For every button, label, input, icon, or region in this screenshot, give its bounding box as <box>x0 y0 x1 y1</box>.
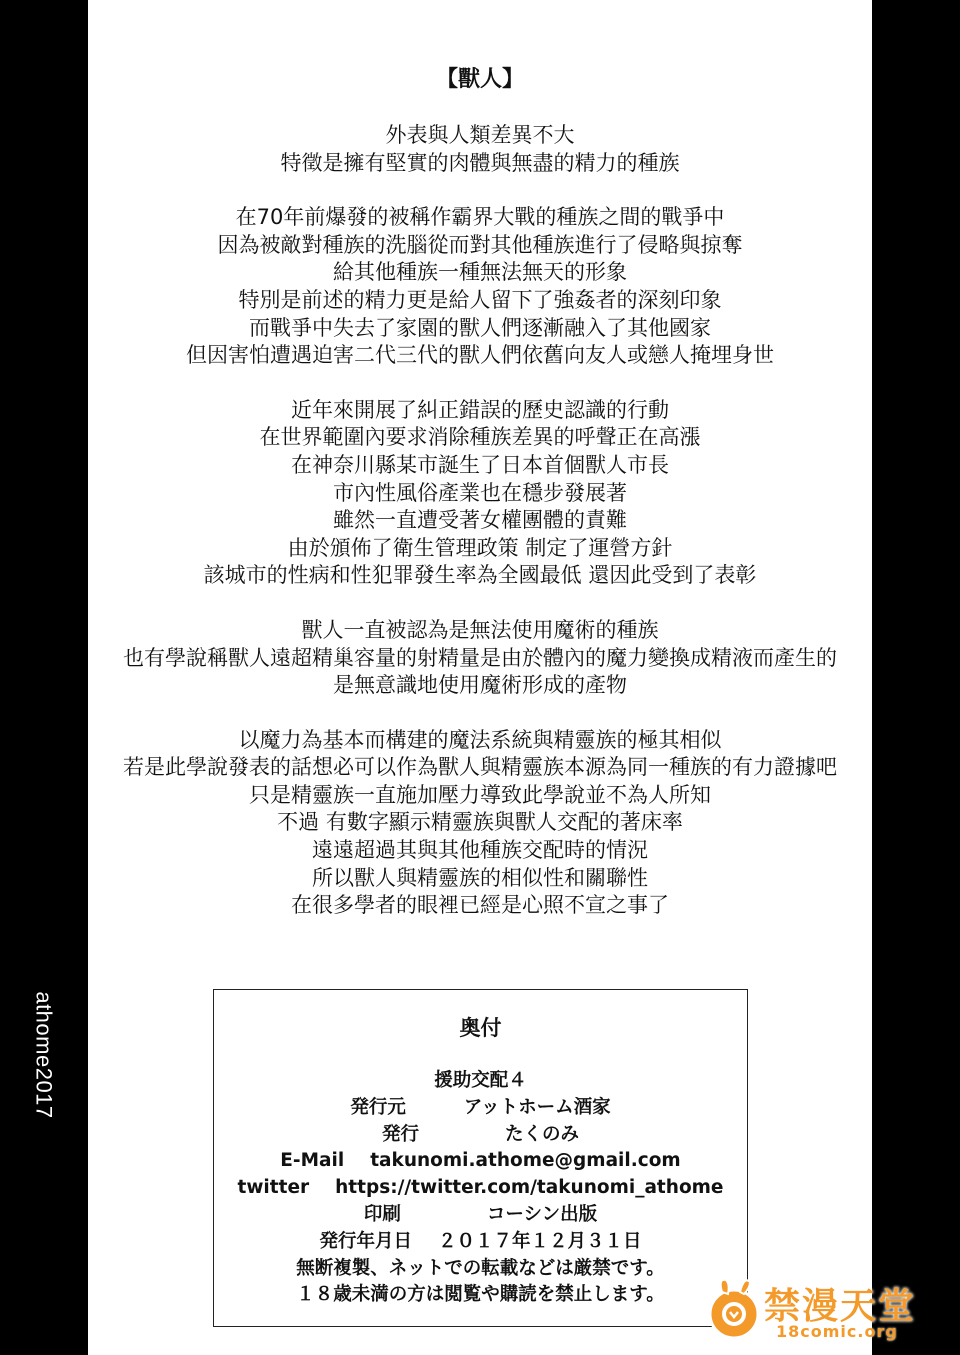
date-label: 発行年月日 <box>319 1230 412 1252</box>
paragraph <box>88 727 872 920</box>
publisher-row <box>214 1095 747 1122</box>
publisher-value: アットホーム酒家 <box>463 1096 611 1118</box>
text-line: 但因害怕遭遇迫害二代三代的獸人們依舊向友人或戀人掩埋身世 <box>186 343 774 368</box>
print-label: 印刷 <box>363 1203 401 1225</box>
page-content <box>88 0 872 1355</box>
site-watermark <box>700 1270 940 1350</box>
text-line: 外表與人類差異不大 <box>385 123 575 147</box>
paragraph <box>88 204 872 370</box>
text-line: 特徵是擁有堅實的肉體與無盡的精力的種族 <box>280 150 680 175</box>
text-line: 若是此學說發表的話想必可以作為獸人與精靈族本源為同一種族的有力證據吧 <box>123 755 837 780</box>
email-value[interactable]: takunomi.athome@gmail.com <box>370 1150 681 1172</box>
paragraph <box>88 617 872 700</box>
text-line: 近年來開展了糾正錯誤的歷史認識的行動 <box>291 397 669 422</box>
text-line: 只是精靈族一直施加壓力導致此學說並不為人所知 <box>249 782 711 807</box>
text-line: 因為被敵對種族的洗腦從而對其他種族進行了侵略與掠奪 <box>217 232 743 257</box>
book-title: 援助交配４ <box>434 1070 527 1091</box>
print-row <box>214 1202 747 1229</box>
notice-copy: 無断複製、ネットでの転載などは厳禁です。 <box>296 1257 665 1279</box>
right-black-bar <box>872 0 960 1355</box>
text-line: 在世界範圍內要求消除種族差異的呼聲正在高漲 <box>259 425 701 450</box>
date-row <box>214 1229 747 1256</box>
text-line: 給其他種族一種無法無天的形象 <box>333 260 627 285</box>
text-line: 市內性風俗產業也在穩步發展著 <box>333 480 627 505</box>
email-label: E-Mail <box>280 1150 345 1172</box>
text-line: 以魔力為基本而構建的魔法系統與精靈族的極其相似 <box>238 727 722 752</box>
colophon-box <box>213 989 748 1327</box>
paragraph <box>88 397 872 590</box>
text-line: 在70年前爆發的被稱作霸界大戰的種族之間的戰爭中 <box>235 205 725 230</box>
text-line: 是無意識地使用魔術形成的產物 <box>333 673 627 698</box>
watermark-brand: 禁漫天堂 <box>764 1286 917 1327</box>
text-line: 也有學說稱獸人遠超精巢容量的射精量是由於體內的魔力變換成精液而產生的 <box>123 645 837 670</box>
date-value: ２０１７年１２月３１日 <box>438 1230 642 1252</box>
colophon-details <box>214 1068 747 1309</box>
twitter-label: twitter <box>237 1177 310 1199</box>
publisher-label: 発行元 <box>350 1096 406 1118</box>
text-line: 在很多學者的眼裡已經是心照不宣之事了 <box>291 893 669 918</box>
mascot-logo-icon <box>700 1270 770 1350</box>
text-line: 而戰爭中失去了家園的獸人們逐漸融入了其他國家 <box>249 315 711 340</box>
text-line: 所以獸人與精靈族的相似性和關聯性 <box>312 865 648 890</box>
issuer-value: たくのみ <box>505 1123 580 1145</box>
text-line: 該城市的性病和性犯罪發生率為全國最低 還因此受到了表彰 <box>203 563 757 588</box>
text-line: 遠遠超過其與其他種族交配時的情況 <box>312 838 648 863</box>
text-line: 由於頒佈了衛生管理政策 制定了運營方針 <box>287 535 673 560</box>
text-line: 獸人一直被認為是無法使用魔術的種族 <box>301 617 659 642</box>
notice-age: １８歳未満の方は閲覧や購読を禁止します。 <box>296 1284 665 1306</box>
twitter-link[interactable]: https://twitter.com/takunomi_athome <box>335 1177 724 1199</box>
issuer-row <box>214 1122 747 1149</box>
text-line: 雖然一直遭受著女權團體的責難 <box>333 508 627 533</box>
print-value: コーシン出版 <box>486 1203 598 1225</box>
left-black-bar <box>0 0 88 1355</box>
sidebar-credit-text: athome2017 <box>32 991 58 1119</box>
issuer-label: 発行 <box>381 1123 419 1145</box>
sidebar-credit <box>14 990 74 1120</box>
text-line: 在神奈川縣某市誕生了日本首個獸人市長 <box>291 452 669 477</box>
article-body <box>88 122 872 920</box>
text-line: 特別是前述的精力更是給人留下了強姦者的深刻印象 <box>238 287 722 312</box>
email-row <box>214 1148 747 1175</box>
twitter-row <box>214 1175 747 1202</box>
article-title: 【獸人】 <box>435 67 524 92</box>
text-line: 不過 有數字顯示精靈族與獸人交配的著床率 <box>277 810 683 835</box>
watermark-site[interactable]: 18comic.org <box>776 1322 898 1341</box>
colophon-heading: 奥付 <box>459 1016 502 1040</box>
paragraph <box>88 122 872 177</box>
